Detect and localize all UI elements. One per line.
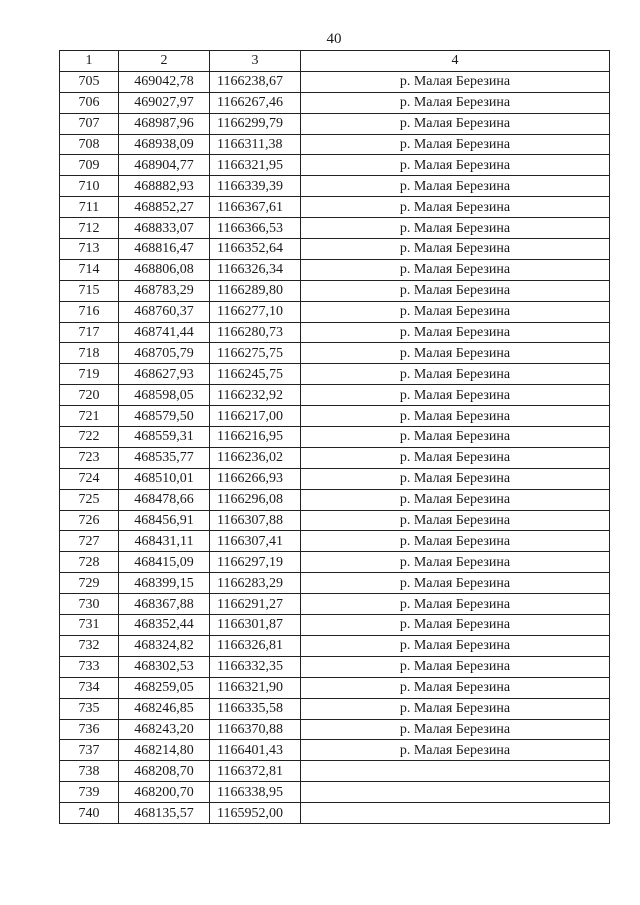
column-header-description: 4	[301, 51, 610, 72]
x-coordinate-cell: 468938,09	[119, 134, 210, 155]
table-row	[60, 489, 610, 510]
description-cell: р. Малая Березина	[301, 740, 610, 761]
point-number-cell: 729	[60, 573, 119, 594]
x-coordinate-cell: 468259,05	[119, 677, 210, 698]
description-cell	[301, 761, 610, 782]
point-number-cell: 712	[60, 218, 119, 239]
point-number-cell: 715	[60, 280, 119, 301]
point-number-cell: 714	[60, 259, 119, 280]
description-cell: р. Малая Березина	[301, 71, 610, 92]
point-number-cell: 708	[60, 134, 119, 155]
x-coordinate-cell: 468478,66	[119, 489, 210, 510]
description-cell: р. Малая Березина	[301, 239, 610, 260]
description-cell: р. Малая Березина	[301, 447, 610, 468]
point-number-cell: 740	[60, 803, 119, 824]
y-coordinate-cell: 1166299,79	[210, 113, 301, 134]
table-row	[60, 656, 610, 677]
point-number-cell: 738	[60, 761, 119, 782]
x-coordinate-cell: 468535,77	[119, 447, 210, 468]
point-number-cell: 706	[60, 92, 119, 113]
x-coordinate-cell: 468352,44	[119, 615, 210, 636]
description-cell: р. Малая Березина	[301, 301, 610, 322]
x-coordinate-cell: 468806,08	[119, 259, 210, 280]
table-row	[60, 134, 610, 155]
y-coordinate-cell: 1166326,81	[210, 635, 301, 656]
table-row	[60, 364, 610, 385]
table-row	[60, 259, 610, 280]
point-number-cell: 735	[60, 698, 119, 719]
x-coordinate-cell: 468431,11	[119, 531, 210, 552]
y-coordinate-cell: 1166301,87	[210, 615, 301, 636]
description-cell: р. Малая Березина	[301, 719, 610, 740]
table-row	[60, 406, 610, 427]
description-cell: р. Малая Березина	[301, 468, 610, 489]
table-row	[60, 301, 610, 322]
x-coordinate-cell: 468246,85	[119, 698, 210, 719]
table-row	[60, 573, 610, 594]
point-number-cell: 719	[60, 364, 119, 385]
x-coordinate-cell: 468833,07	[119, 218, 210, 239]
point-number-cell: 728	[60, 552, 119, 573]
x-coordinate-cell: 468882,93	[119, 176, 210, 197]
point-number-cell: 739	[60, 782, 119, 803]
y-coordinate-cell: 1166372,81	[210, 761, 301, 782]
description-cell: р. Малая Березина	[301, 594, 610, 615]
table-header-row	[60, 51, 610, 72]
point-number-cell: 713	[60, 239, 119, 260]
table-row	[60, 427, 610, 448]
description-cell: р. Малая Березина	[301, 364, 610, 385]
table-row	[60, 197, 610, 218]
description-cell: р. Малая Березина	[301, 322, 610, 343]
table-row	[60, 113, 610, 134]
description-cell: р. Малая Березина	[301, 259, 610, 280]
x-coordinate-cell: 468741,44	[119, 322, 210, 343]
point-number-cell: 733	[60, 656, 119, 677]
description-cell: р. Малая Березина	[301, 113, 610, 134]
point-number-cell: 727	[60, 531, 119, 552]
table-row	[60, 468, 610, 489]
description-cell	[301, 803, 610, 824]
description-cell: р. Малая Березина	[301, 573, 610, 594]
point-number-cell: 721	[60, 406, 119, 427]
description-cell: р. Малая Березина	[301, 197, 610, 218]
table-row	[60, 280, 610, 301]
point-number-cell: 717	[60, 322, 119, 343]
y-coordinate-cell: 1166370,88	[210, 719, 301, 740]
point-number-cell: 734	[60, 677, 119, 698]
description-cell: р. Малая Березина	[301, 385, 610, 406]
table-row	[60, 677, 610, 698]
y-coordinate-cell: 1166367,61	[210, 197, 301, 218]
y-coordinate-cell: 1166232,92	[210, 385, 301, 406]
y-coordinate-cell: 1166267,46	[210, 92, 301, 113]
column-header-y: 3	[210, 51, 301, 72]
page-number: 40	[326, 31, 342, 47]
y-coordinate-cell: 1166307,88	[210, 510, 301, 531]
x-coordinate-cell: 469027,97	[119, 92, 210, 113]
x-coordinate-cell: 468783,29	[119, 280, 210, 301]
x-coordinate-cell: 468243,20	[119, 719, 210, 740]
table-row	[60, 615, 610, 636]
description-cell: р. Малая Березина	[301, 155, 610, 176]
description-cell: р. Малая Березина	[301, 635, 610, 656]
y-coordinate-cell: 1166216,95	[210, 427, 301, 448]
x-coordinate-cell: 468760,37	[119, 301, 210, 322]
description-cell: р. Малая Березина	[301, 427, 610, 448]
table-row	[60, 740, 610, 761]
description-cell: р. Малая Березина	[301, 615, 610, 636]
table-row	[60, 92, 610, 113]
x-coordinate-cell: 468598,05	[119, 385, 210, 406]
column-header-number: 1	[60, 51, 119, 72]
y-coordinate-cell: 1166277,10	[210, 301, 301, 322]
description-cell	[301, 782, 610, 803]
point-number-cell: 736	[60, 719, 119, 740]
point-number-cell: 726	[60, 510, 119, 531]
x-coordinate-cell: 468510,01	[119, 468, 210, 489]
description-cell: р. Малая Березина	[301, 92, 610, 113]
table-row	[60, 239, 610, 260]
table-row	[60, 385, 610, 406]
x-coordinate-cell: 468852,27	[119, 197, 210, 218]
x-coordinate-cell: 468415,09	[119, 552, 210, 573]
point-number-cell: 724	[60, 468, 119, 489]
description-cell: р. Малая Березина	[301, 656, 610, 677]
description-cell: р. Малая Березина	[301, 343, 610, 364]
table-row	[60, 531, 610, 552]
point-number-cell: 731	[60, 615, 119, 636]
y-coordinate-cell: 1166339,39	[210, 176, 301, 197]
y-coordinate-cell: 1166266,93	[210, 468, 301, 489]
description-cell: р. Малая Березина	[301, 218, 610, 239]
x-coordinate-cell: 468214,80	[119, 740, 210, 761]
table-body	[60, 71, 610, 823]
x-coordinate-cell: 468399,15	[119, 573, 210, 594]
description-cell: р. Малая Березина	[301, 406, 610, 427]
y-coordinate-cell: 1166366,53	[210, 218, 301, 239]
point-number-cell: 730	[60, 594, 119, 615]
description-cell: р. Малая Березина	[301, 489, 610, 510]
x-coordinate-cell: 468816,47	[119, 239, 210, 260]
y-coordinate-cell: 1166296,08	[210, 489, 301, 510]
x-coordinate-cell: 468208,70	[119, 761, 210, 782]
point-number-cell: 718	[60, 343, 119, 364]
y-coordinate-cell: 1166338,95	[210, 782, 301, 803]
table-row	[60, 218, 610, 239]
x-coordinate-cell: 468135,57	[119, 803, 210, 824]
x-coordinate-cell: 468705,79	[119, 343, 210, 364]
point-number-cell: 723	[60, 447, 119, 468]
table-row	[60, 719, 610, 740]
point-number-cell: 722	[60, 427, 119, 448]
x-coordinate-cell: 468456,91	[119, 510, 210, 531]
y-coordinate-cell: 1166307,41	[210, 531, 301, 552]
point-number-cell: 709	[60, 155, 119, 176]
coordinates-table	[59, 50, 610, 824]
description-cell: р. Малая Березина	[301, 531, 610, 552]
point-number-cell: 716	[60, 301, 119, 322]
description-cell: р. Малая Березина	[301, 134, 610, 155]
point-number-cell: 710	[60, 176, 119, 197]
table-row	[60, 71, 610, 92]
y-coordinate-cell: 1166217,00	[210, 406, 301, 427]
y-coordinate-cell: 1166236,02	[210, 447, 301, 468]
point-number-cell: 725	[60, 489, 119, 510]
y-coordinate-cell: 1166291,27	[210, 594, 301, 615]
column-header-x: 2	[119, 51, 210, 72]
y-coordinate-cell: 1166352,64	[210, 239, 301, 260]
x-coordinate-cell: 468559,31	[119, 427, 210, 448]
x-coordinate-cell: 468904,77	[119, 155, 210, 176]
table-row	[60, 698, 610, 719]
x-coordinate-cell: 468324,82	[119, 635, 210, 656]
description-cell: р. Малая Березина	[301, 510, 610, 531]
y-coordinate-cell: 1166283,29	[210, 573, 301, 594]
y-coordinate-cell: 1166275,75	[210, 343, 301, 364]
point-number-cell: 720	[60, 385, 119, 406]
x-coordinate-cell: 469042,78	[119, 71, 210, 92]
point-number-cell: 707	[60, 113, 119, 134]
y-coordinate-cell: 1166332,35	[210, 656, 301, 677]
y-coordinate-cell: 1166311,38	[210, 134, 301, 155]
y-coordinate-cell: 1165952,00	[210, 803, 301, 824]
table-row	[60, 322, 610, 343]
point-number-cell: 705	[60, 71, 119, 92]
table-row	[60, 552, 610, 573]
y-coordinate-cell: 1166289,80	[210, 280, 301, 301]
description-cell: р. Малая Березина	[301, 280, 610, 301]
y-coordinate-cell: 1166238,67	[210, 71, 301, 92]
table-row	[60, 155, 610, 176]
table-row	[60, 635, 610, 656]
description-cell: р. Малая Березина	[301, 677, 610, 698]
table-row	[60, 594, 610, 615]
y-coordinate-cell: 1166335,58	[210, 698, 301, 719]
y-coordinate-cell: 1166297,19	[210, 552, 301, 573]
x-coordinate-cell: 468987,96	[119, 113, 210, 134]
x-coordinate-cell: 468627,93	[119, 364, 210, 385]
y-coordinate-cell: 1166321,95	[210, 155, 301, 176]
x-coordinate-cell: 468367,88	[119, 594, 210, 615]
table-row	[60, 176, 610, 197]
x-coordinate-cell: 468200,70	[119, 782, 210, 803]
point-number-cell: 737	[60, 740, 119, 761]
y-coordinate-cell: 1166321,90	[210, 677, 301, 698]
y-coordinate-cell: 1166280,73	[210, 322, 301, 343]
x-coordinate-cell: 468302,53	[119, 656, 210, 677]
y-coordinate-cell: 1166401,43	[210, 740, 301, 761]
point-number-cell: 732	[60, 635, 119, 656]
table-row	[60, 803, 610, 824]
description-cell: р. Малая Березина	[301, 698, 610, 719]
y-coordinate-cell: 1166326,34	[210, 259, 301, 280]
point-number-cell: 711	[60, 197, 119, 218]
table-row	[60, 510, 610, 531]
table-row	[60, 782, 610, 803]
description-cell: р. Малая Березина	[301, 552, 610, 573]
table-row	[60, 343, 610, 364]
x-coordinate-cell: 468579,50	[119, 406, 210, 427]
description-cell: р. Малая Березина	[301, 176, 610, 197]
y-coordinate-cell: 1166245,75	[210, 364, 301, 385]
table-row	[60, 761, 610, 782]
table-row	[60, 447, 610, 468]
